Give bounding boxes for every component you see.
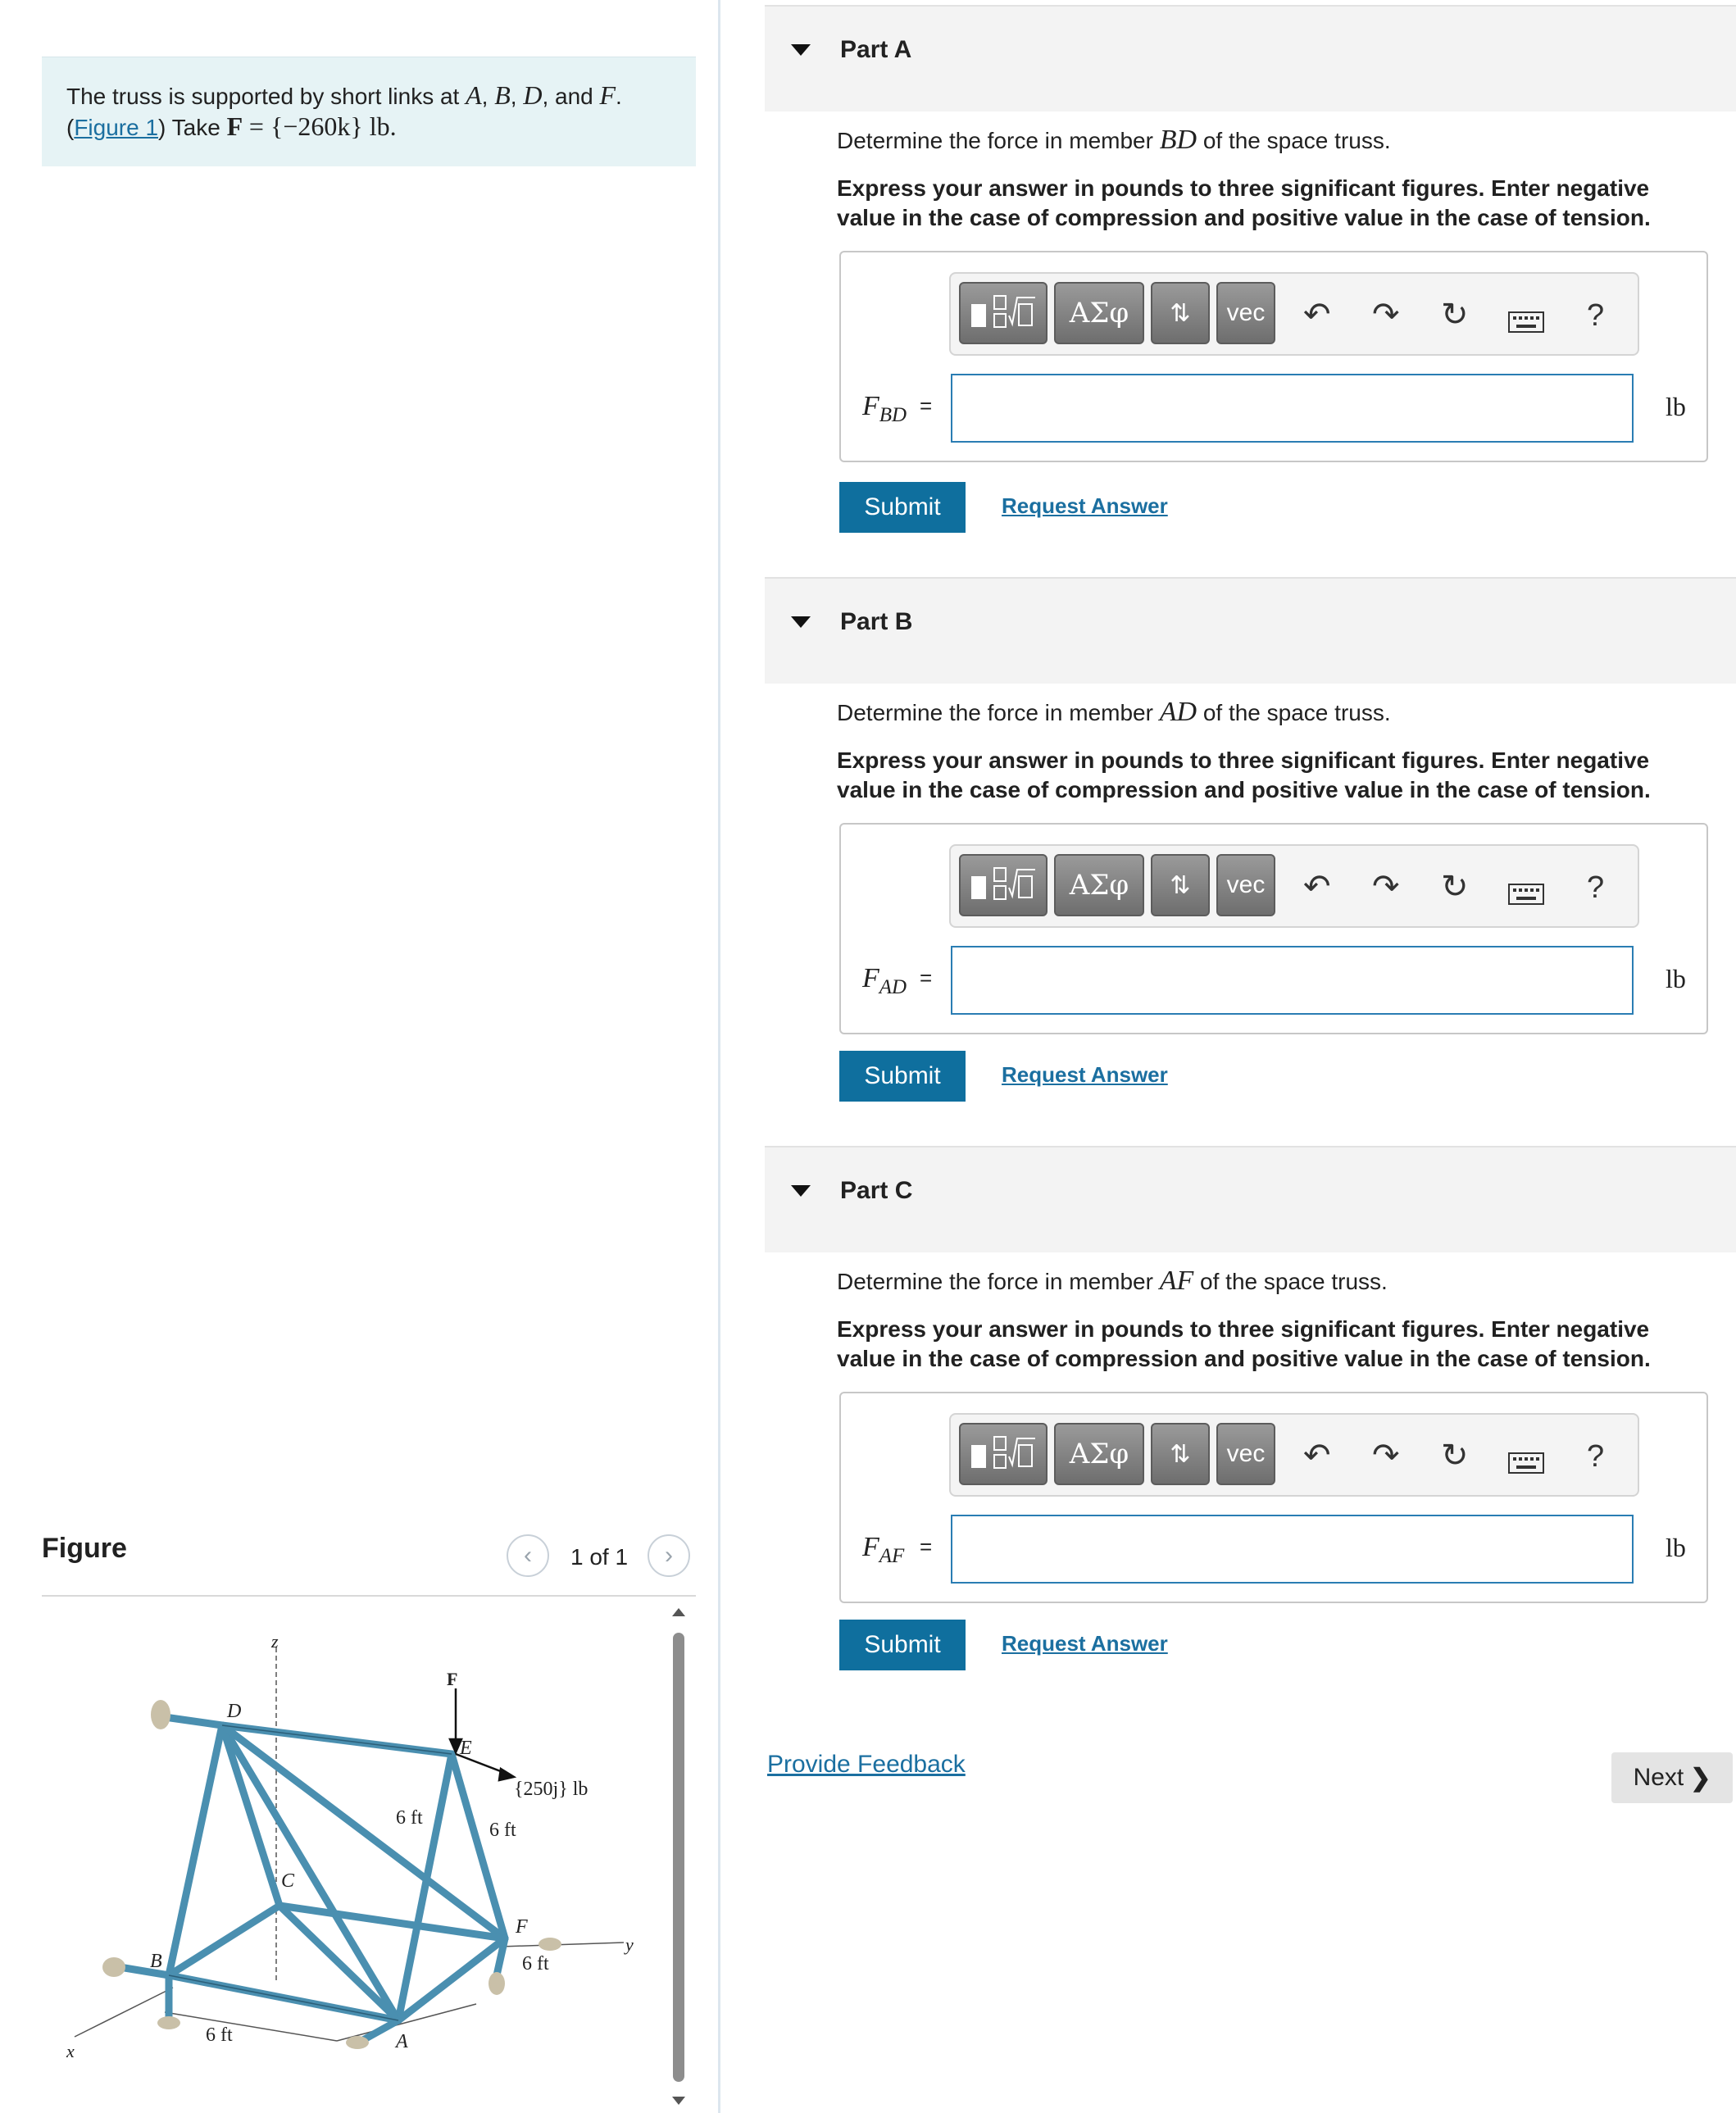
member-ef (452, 1754, 505, 1938)
member-cd (222, 1725, 279, 1906)
fraction-sqrt-icon (966, 293, 1040, 334)
request-answer-link[interactable]: Request Answer (1002, 493, 1168, 518)
member-name: AD (1159, 697, 1197, 727)
submit-button[interactable]: Submit (839, 1620, 966, 1670)
y-axis (501, 1943, 624, 1947)
keyboard-icon[interactable] (1508, 311, 1544, 333)
scroll-thumb[interactable] (673, 1633, 684, 2082)
templates-button[interactable] (959, 1423, 1048, 1485)
math-toolbar (949, 1413, 1639, 1497)
var-symbol: F (862, 963, 879, 993)
help-icon[interactable]: ? (1587, 1439, 1605, 1474)
force-j-arrowhead-icon (499, 1769, 514, 1780)
arrows-button[interactable]: ⇅ (1151, 854, 1210, 916)
previous-figure-button[interactable] (507, 1534, 549, 1577)
label-e: E (460, 1738, 472, 1759)
part-c-instruction: Express your answer in pounds to three significant figures. Enter negative value in the case of compression and positive value in the case of tension. (837, 1316, 1651, 1371)
label-z: z (271, 1631, 279, 1652)
var-subscript: BD (879, 403, 907, 426)
keyboard-icon[interactable] (1508, 884, 1544, 905)
question-prefix: Determine the force in member (837, 700, 1153, 725)
support-a (346, 2036, 369, 2049)
support-b2 (157, 2016, 180, 2029)
dim-line (165, 2012, 337, 2041)
undo-icon[interactable]: ↶ (1303, 1438, 1331, 1474)
vector-button[interactable]: vec (1216, 282, 1275, 344)
arrows-button[interactable]: ⇅ (1151, 1423, 1210, 1485)
problem-statement: The truss is supported by short links at A, B, D, and F. (Figure 1) Take F = {−260k} lb. (42, 57, 696, 166)
chevron-right-icon: ❯ (1690, 1764, 1711, 1792)
point-f: F (599, 80, 616, 110)
question-prefix: Determine the force in member (837, 1269, 1153, 1294)
next-label: Next (1633, 1764, 1684, 1791)
answer-input[interactable] (951, 374, 1634, 443)
arrows-button[interactable]: ⇅ (1151, 282, 1210, 344)
vector-button[interactable]: vec (1216, 854, 1275, 916)
greek-symbols-button[interactable]: ΑΣφ (1054, 854, 1144, 916)
figure-pager (507, 1534, 695, 1580)
member-ae (398, 1754, 452, 2020)
unit-label: lb (1666, 964, 1686, 993)
fraction-sqrt-icon (966, 865, 1040, 906)
figure-divider (42, 1595, 696, 1597)
member-name: AF (1159, 1266, 1194, 1296)
answer-input[interactable] (951, 1515, 1634, 1584)
caret-down-icon[interactable] (791, 44, 811, 56)
part-b-question (837, 697, 1391, 728)
part-c-question (837, 1266, 1388, 1297)
dim-6ft-a: 6 ft (396, 1807, 423, 1829)
redo-icon[interactable]: ↷ (1372, 869, 1400, 905)
member-bc (169, 1906, 279, 1975)
chevron-right-icon: › (665, 1542, 673, 1569)
unit-label: lb (1666, 392, 1686, 421)
undo-icon[interactable]: ↶ (1303, 297, 1331, 333)
problem-text-prefix: The truss is supported by short links at (66, 84, 460, 109)
help-icon[interactable]: ? (1587, 298, 1605, 333)
answer-input[interactable] (951, 946, 1634, 1015)
force-value: = {−260k} lb. (248, 111, 397, 141)
member-ad (222, 1725, 398, 2020)
sep: , (510, 84, 517, 109)
label-x: x (66, 2041, 75, 2061)
math-toolbar (949, 844, 1639, 928)
truss-figure (42, 1623, 665, 2106)
label-a: A (396, 2031, 408, 2052)
question-suffix: of the space truss. (1202, 700, 1391, 725)
part-b-header[interactable] (765, 577, 1736, 684)
submit-button[interactable]: Submit (839, 1051, 966, 1102)
label-y: y (625, 1934, 634, 1955)
redo-icon[interactable]: ↷ (1372, 1438, 1400, 1474)
part-b-title: Part B (840, 608, 913, 635)
request-answer-link[interactable]: Request Answer (1002, 1631, 1168, 1656)
label-b: B (150, 1951, 162, 1972)
part-b-instruction: Express your answer in pounds to three significant figures. Enter negative value in the case of compression and positive value in the case of tension. (837, 748, 1651, 802)
reset-icon[interactable]: ↻ (1441, 869, 1469, 905)
caret-down-icon[interactable] (791, 1185, 811, 1197)
figure-title: Figure (42, 1533, 127, 1564)
math-toolbar (949, 272, 1639, 356)
unit-label: lb (1666, 1533, 1686, 1562)
link-a (361, 2020, 398, 2041)
figure-link[interactable]: Figure 1 (74, 115, 159, 140)
point-d: D (523, 80, 543, 110)
part-c-header[interactable] (765, 1146, 1736, 1252)
undo-icon[interactable]: ↶ (1303, 869, 1331, 905)
label-f: F (516, 1916, 528, 1938)
figure-scrollbar[interactable] (670, 1606, 687, 2106)
redo-icon[interactable]: ↷ (1372, 297, 1400, 333)
caret-down-icon[interactable] (791, 616, 811, 628)
dim-6ft-c: 6 ft (522, 1953, 549, 1974)
greek-symbols-button[interactable]: ΑΣφ (1054, 1423, 1144, 1485)
variable-label (862, 962, 907, 999)
part-a-header[interactable] (765, 5, 1736, 111)
support-f (489, 1972, 505, 1995)
var-subscript: AF (879, 1544, 905, 1567)
label-d: D (227, 1701, 242, 1722)
part-a-title: Part A (840, 36, 912, 63)
question-suffix: of the space truss. (1202, 128, 1391, 153)
vector-button[interactable]: vec (1216, 1423, 1275, 1485)
sep: , and (542, 84, 593, 109)
variable-label (862, 390, 907, 427)
support-b (102, 1957, 125, 1977)
part-c-title: Part C (840, 1177, 913, 1204)
label-c: C (281, 1870, 295, 1892)
panel-divider[interactable] (718, 0, 720, 2113)
templates-button[interactable] (959, 854, 1048, 916)
label-force-f: F (447, 1669, 458, 1689)
sep: . (616, 84, 622, 109)
link-d (165, 1717, 222, 1725)
member-name: BD (1159, 125, 1197, 155)
equals-sign: = (920, 966, 933, 990)
support-f2 (539, 1938, 561, 1951)
templates-button[interactable] (959, 282, 1048, 344)
part-a-instruction: Express your answer in pounds to three significant figures. Enter negative value in the case of compression and positive value in the case of tension. (837, 175, 1651, 230)
scroll-down-arrow-icon[interactable] (672, 2097, 685, 2105)
greek-symbols-button[interactable]: ΑΣφ (1054, 282, 1144, 344)
provide-feedback-link[interactable]: Provide Feedback (767, 1751, 966, 1778)
equals-sign: = (920, 1534, 933, 1559)
fraction-sqrt-icon (966, 1434, 1040, 1475)
reset-icon[interactable]: ↻ (1441, 1438, 1469, 1474)
question-suffix: of the space truss. (1200, 1269, 1388, 1294)
submit-button[interactable]: Submit (839, 482, 966, 533)
help-icon[interactable]: ? (1587, 870, 1605, 905)
dim-6ft-b: 6 ft (489, 1820, 516, 1841)
keyboard-icon[interactable] (1508, 1452, 1544, 1474)
take-text: Take (171, 115, 220, 140)
next-button[interactable] (1611, 1752, 1733, 1803)
next-figure-button[interactable] (648, 1534, 690, 1577)
question-prefix: Determine the force in member (837, 128, 1153, 153)
point-a: A (466, 80, 482, 110)
var-symbol: F (862, 391, 879, 421)
support-d (151, 1700, 170, 1729)
equals-sign: = (920, 393, 933, 418)
sep: , (481, 84, 489, 109)
point-b: B (494, 80, 511, 110)
request-answer-link[interactable]: Request Answer (1002, 1062, 1168, 1087)
force-symbol: F (226, 111, 243, 141)
pager-count: 1 of 1 (570, 1544, 629, 1570)
label-force-j: {250j} lb (514, 1779, 589, 1800)
part-c-answer-box (839, 1392, 1708, 1603)
dim-6ft-d: 6 ft (206, 2024, 233, 2046)
part-a-answer-box (839, 251, 1708, 462)
scroll-up-arrow-icon[interactable] (672, 1608, 685, 1616)
part-a-question (837, 125, 1391, 156)
chevron-left-icon: ‹ (524, 1542, 532, 1569)
member-bd (169, 1725, 222, 1975)
variable-label (862, 1531, 904, 1568)
part-b-answer-box (839, 823, 1708, 1034)
var-symbol: F (862, 1532, 879, 1562)
x-axis (75, 1988, 173, 2037)
reset-icon[interactable]: ↻ (1441, 297, 1469, 333)
var-subscript: AD (879, 975, 907, 998)
